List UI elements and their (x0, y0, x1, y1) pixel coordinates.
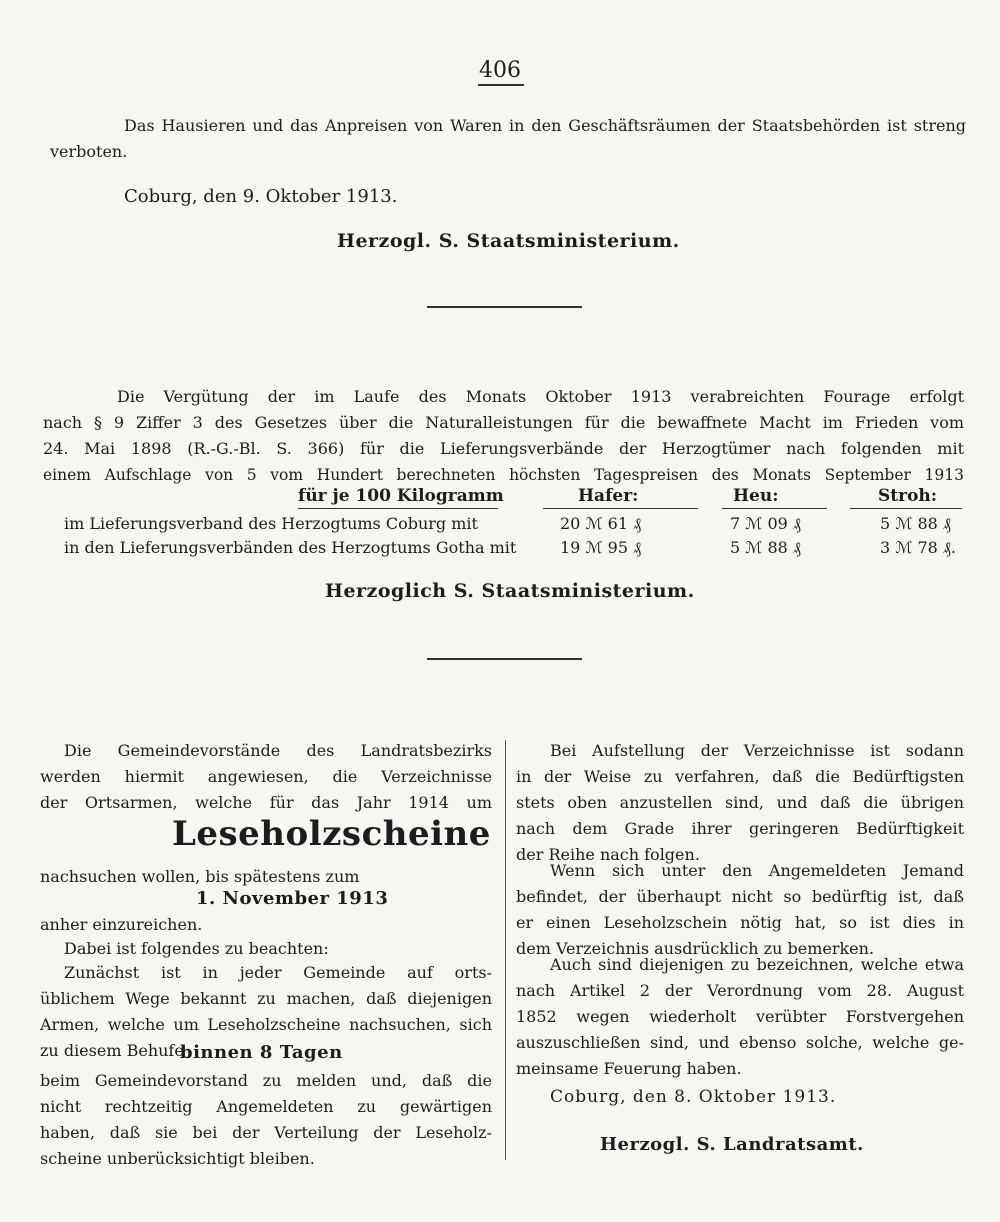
table-header-label: für je 100 Kilogramm (298, 486, 504, 506)
left-intro-line-1: Die Gemeindevorstände des Landratsbezirks (64, 741, 492, 760)
left-line-b: anher einzureichen. (40, 915, 203, 934)
right-p2-line-3: er einen Leseholzschein nötig hat, so ist dies in (516, 913, 964, 932)
table-row-coburg-label: im Lieferungsverband des Herzogtums Coburg mit (64, 514, 478, 533)
right-p1-line-1: Bei Aufstellung der Verzeichnisse ist sodann (550, 741, 964, 760)
right-p2-line-2: befindet, der überhaupt nicht so bedürftig ist, daß (516, 887, 964, 906)
notice1-date: Coburg, den 9. Oktober 1913. (124, 186, 398, 207)
left-intro-line-2: werden hiermit angewiesen, die Verzeichnisse (40, 767, 492, 786)
right-p2-line-4: dem Verzeichnis ausdrücklich zu bemerken. (516, 939, 875, 958)
notice3-signature: Herzogl. S. Landratsamt. (600, 1134, 864, 1155)
right-p1-line-3: stets oben anzustellen sind, und daß die übrigen (516, 793, 964, 812)
table-row-gotha-stroh: 3 ℳ 78 ₰. (880, 538, 956, 557)
separator-rule-2 (427, 658, 582, 660)
notice3-title: Leseholzscheine (172, 814, 491, 854)
table-col-hafer: Hafer: (578, 486, 639, 506)
left-intro-line-3: der Ortsarmen, welche für das Jahr 1914 um (40, 793, 492, 812)
notice3-right-p1 (516, 738, 964, 868)
notice2-paragraph (43, 384, 964, 488)
left-line-c: Dabei ist folgendes zu beachten: (64, 939, 329, 958)
right-p3-line-3: 1852 wegen wiederholt verübter Forstvergehen (516, 1007, 964, 1026)
notice2-line-2: nach § 9 Ziffer 3 des Gesetzes über die Naturalleistungen für die bewaffnete Macht im Frieden vom (43, 413, 964, 432)
notice3-left-closing (40, 1068, 492, 1172)
notice2-line-3: 24. Mai 1898 (R.-G.-Bl. S. 366) für die Lieferungsverbände der Herzogtümer nach folgenden mit (43, 439, 964, 458)
left-closing-line-2: nicht rechtzeitig Angemeldeten zu gewärtigen (40, 1097, 492, 1116)
right-p3-line-4: auszuschließen sind, und ebenso solche, welche ge- (516, 1033, 964, 1052)
right-p2-line-1: Wenn sich unter den Angemeldeten Jemand (550, 861, 964, 880)
left-para-line-1: Zunächst ist in jeder Gemeinde auf orts- (64, 963, 492, 982)
left-para-line-2: üblichem Wege bekannt zu machen, daß diejenigen (40, 989, 492, 1008)
notice3-right-p3 (516, 952, 964, 1082)
table-row-coburg-heu: 7 ℳ 09 ₰ (730, 514, 801, 533)
notice1-text: Das Hausieren und das Anpreisen von Waren in den Geschäftsräumen der Staatsbehörden ist streng verboten. (50, 116, 966, 161)
notice3-period: binnen 8 Tagen (180, 1042, 343, 1063)
table-col-stroh: Stroh: (878, 486, 938, 506)
table-row-gotha-hafer: 19 ℳ 95 ₰ (560, 538, 642, 557)
left-closing-line-3: haben, daß sie bei der Verteilung der Leseholz- (40, 1123, 492, 1142)
right-p3-line-5: meinsame Feuerung haben. (516, 1059, 742, 1078)
right-p1-line-5: der Reihe nach folgen. (516, 845, 700, 864)
left-closing-line-1: beim Gemeindevorstand zu melden und, daß die (40, 1071, 492, 1090)
right-p3-line-1: Auch sind diejenigen zu bezeichnen, welche etwa (550, 955, 964, 974)
table-row-coburg-hafer: 20 ℳ 61 ₰ (560, 514, 642, 533)
notice1-signature: Herzogl. S. Staatsministerium. (337, 230, 680, 252)
right-p3-line-2: nach Artikel 2 der Verordnung vom 28. August (516, 981, 964, 1000)
right-p1-line-2: in der Weise zu verfahren, daß die Bedürftigsten (516, 767, 964, 786)
notice3-right-p2 (516, 858, 964, 962)
hafer-underline (543, 508, 698, 509)
left-para-line-4: zu diesem Behufe (40, 1041, 184, 1060)
notice3-date: Coburg, den 8. Oktober 1913. (550, 1087, 837, 1107)
table-header-underline (298, 508, 498, 509)
left-line-a: nachsuchen wollen, bis spätestens zum (40, 867, 360, 886)
notice3-deadline: 1. November 1913 (196, 888, 389, 909)
table-row-gotha-heu: 5 ℳ 88 ₰ (730, 538, 801, 557)
notice2-line-1: Die Vergütung der im Laufe des Monats Oktober 1913 verabreichten Fourage erfolgt (117, 387, 964, 406)
separator-rule-1 (427, 306, 582, 308)
stroh-underline (850, 508, 962, 509)
page-number: 406 (479, 58, 521, 83)
notice3-left-intro (40, 738, 492, 816)
notice2-signature: Herzoglich S. Staatsministerium. (325, 580, 695, 602)
heu-underline (722, 508, 827, 509)
page-number-underline (478, 84, 524, 86)
column-divider (505, 740, 506, 1160)
left-para-line-3: Armen, welche um Leseholzscheine nachsuchen, sich (40, 1015, 492, 1034)
table-row-coburg-stroh: 5 ℳ 88 ₰ (880, 514, 951, 533)
right-p1-line-4: nach dem Grade ihrer geringeren Bedürftigkeit (516, 819, 964, 838)
table-row-gotha-label: in den Lieferungsverbänden des Herzogtums Gotha mit (64, 538, 517, 557)
left-closing-line-4: scheine unberücksichtigt bleiben. (40, 1149, 315, 1168)
table-col-heu: Heu: (733, 486, 779, 506)
notice2-line-4: einem Aufschlage von 5 vom Hundert berechneten höchsten Tagespreisen des Monats September 1913 (43, 466, 964, 484)
